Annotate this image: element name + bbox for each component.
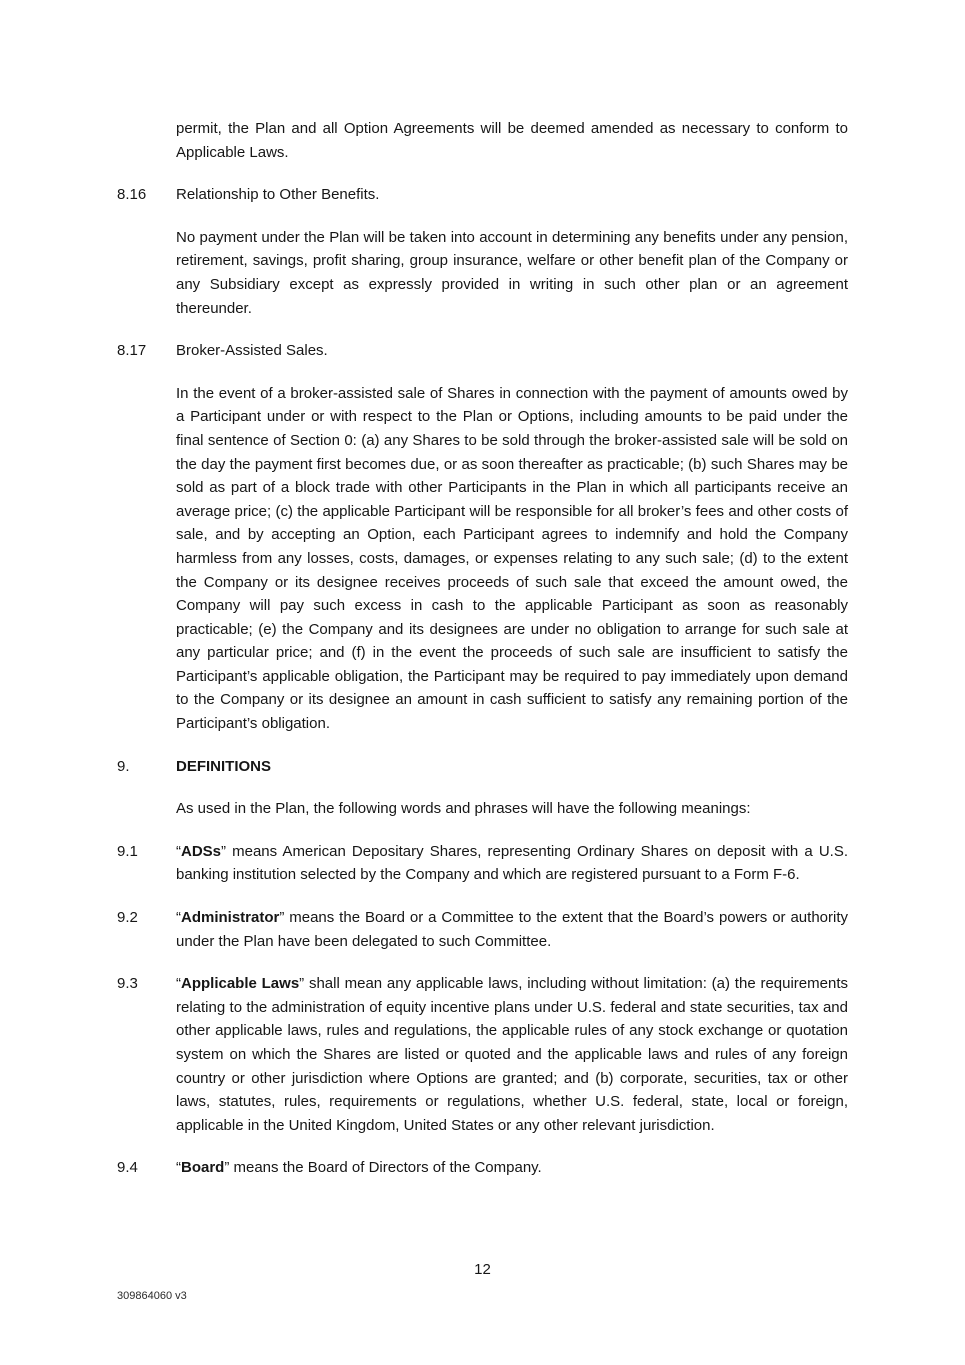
definitions-leadin-row (117, 797, 848, 821)
gutter (117, 226, 176, 320)
definition-open-quote: “ (176, 842, 181, 860)
definition-term: Board (181, 1159, 225, 1177)
definition-row-9-4 (117, 1156, 848, 1180)
definition-row-9-2 (117, 906, 848, 953)
document-content (117, 117, 848, 1199)
definition-paragraph (176, 840, 848, 887)
section-heading-row-8-16 (117, 183, 848, 207)
definition-row-9-1 (117, 840, 848, 887)
definition-term: Applicable Laws (181, 975, 300, 993)
definition-open-quote: “ (176, 1159, 181, 1177)
section-body-row-8-17 (117, 382, 848, 736)
definition-row-9-3 (117, 972, 848, 1137)
definition-open-quote: “ (176, 975, 181, 993)
definition-term: ADSs (181, 842, 222, 860)
gutter (117, 382, 176, 736)
gutter (117, 797, 176, 821)
definition-open-quote: “ (176, 909, 181, 927)
definitions-heading: DEFINITIONS (176, 757, 272, 775)
definition-text: ” shall mean any applicable laws, including without limitation: (a) the requirements relating to the administration of equity incentive plans under U.S. federal and state securities, tax and other applicable laws, rules and regulations, the applicable rules of any stock exchange or quotation system on which the Shares are listed or quoted and the applicable laws and rules of any foreign country or other jurisdiction where Options are granted; and (b) corporate, securities, tax or other laws, statutes, rules, requirements or regulations, whether U.S. federal, state, local or foreign, applicable in the United Kingdom, United States or any other relevant jurisdiction. (176, 975, 848, 1134)
section-number: 8.17 (117, 342, 147, 360)
section-number: 8.16 (117, 186, 147, 204)
document-id-stamp: 309864060 v3 (117, 1290, 187, 1302)
page-number: 12 (474, 1261, 491, 1278)
definition-paragraph (176, 972, 848, 1137)
section-number: 9. (117, 757, 130, 775)
definition-paragraph (176, 1156, 848, 1180)
section-body-row-8-16 (117, 226, 848, 320)
definition-number: 9.2 (117, 909, 138, 927)
section-heading: Broker-Assisted Sales. (176, 342, 328, 360)
definition-term: Administrator (181, 909, 280, 927)
definition-number: 9.3 (117, 975, 138, 993)
section-heading-row-8-17 (117, 339, 848, 363)
definitions-leadin: As used in the Plan, the following words and phrases will have the following meanings: (176, 800, 751, 818)
intro-paragraph: permit, the Plan and all Option Agreements will be deemed amended as necessary to conform to Applicable Laws. (176, 120, 848, 161)
intro-paragraph-row (117, 117, 848, 164)
gutter (117, 117, 176, 164)
definition-text: ” means the Board or a Committee to the extent that the Board’s powers or authority under the Plan have been delegated to such Committee. (176, 909, 848, 950)
definitions-heading-row (117, 755, 848, 779)
section-heading: Relationship to Other Benefits. (176, 186, 380, 204)
definition-text: ” means the Board of Directors of the Company. (224, 1159, 542, 1177)
definition-number: 9.4 (117, 1159, 138, 1177)
definition-text: ” means American Depositary Shares, representing Ordinary Shares on deposit with a U.S. banking institution selected by the Company and which are registered pursuant to a Form F-6. (176, 842, 848, 884)
section-paragraph: No payment under the Plan will be taken into account in determining any benefits under any pension, retirement, savings, profit sharing, group insurance, welfare or other benefit plan of the Company or any Subsidiary except as expressly provided in writing in such other plan or an agreement thereunder. (176, 228, 848, 317)
section-paragraph: In the event of a broker-assisted sale of Shares in connection with the payment of amounts owed by a Participant under or with respect to the Plan or Options, including amounts to be paid under the final sentence of Section 0: (a) any Shares to be sold through the broker-assisted sale will be sold on the day the payment first becomes due, or as soon thereafter as practicable; (b) such Shares may be sold as part of a block trade with other Participants in the Plan in which all participants receive an average price; (c) the applicable Participant will be responsible for all broker’s fees and other costs of sale, and by accepting an Option, each Participant agrees to indemnify and hold the Company harmless from any losses, costs, damages, or expenses relating to any such sale; (d) to the extent the Company or its designee receives proceeds of such sale that exceed the amount owed, the Company will pay such excess in cash to the applicable Participant as soon as reasonably practicable; (e) the Company and its designees are under no obligation to arrange for such sale at any particular price; and (f) in the event the proceeds of such sale are insufficient to satisfy the Participant’s applicable obligation, the Participant may be required to pay immediately upon demand to the Company or its designee an amount in cash sufficient to satisfy any remaining portion of the Participant’s obligation. (176, 384, 848, 733)
definition-number: 9.1 (117, 842, 138, 860)
definition-paragraph (176, 906, 848, 953)
